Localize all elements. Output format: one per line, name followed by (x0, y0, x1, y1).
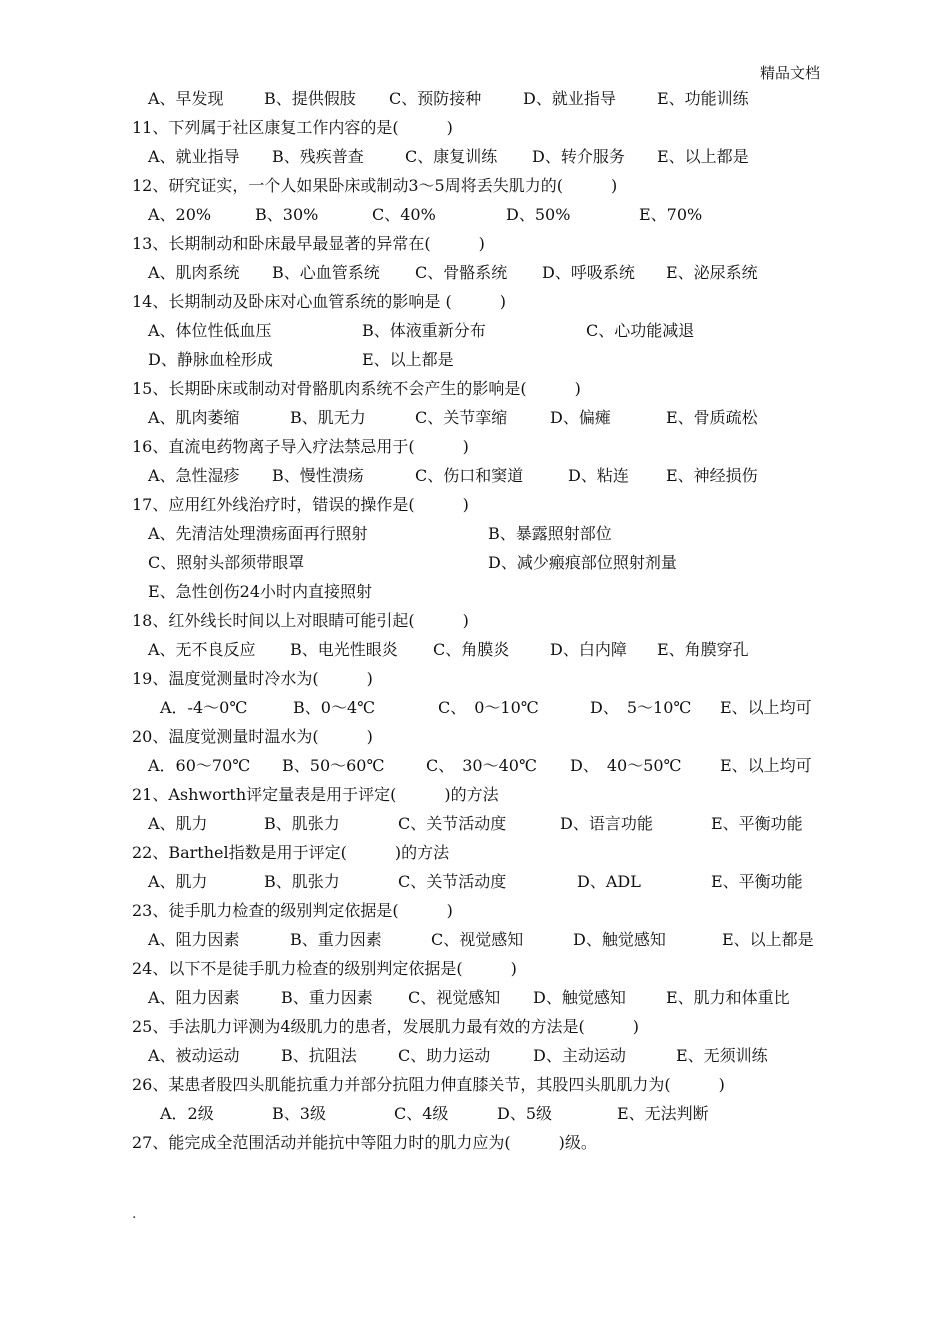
answer-option: B、3级 (272, 1104, 326, 1123)
answer-option: B、肌张力 (264, 814, 340, 833)
answer-option: C、助力运动 (398, 1046, 491, 1065)
answer-option: A．60～70℃ (148, 756, 251, 775)
answer-option: A、急性湿疹 (148, 466, 240, 485)
question-text: 15、长期卧床或制动对骨骼肌肉系统不会产生的影响是( ) (132, 379, 581, 398)
answer-option: A、无不良反应 (148, 640, 256, 659)
answer-option: E、骨质疏松 (666, 408, 758, 427)
page-header-label: 精品文档 (759, 64, 820, 82)
answer-option: E、神经损伤 (666, 466, 758, 485)
options-row (0, 84, 950, 113)
answer-option: D、触觉感知 (533, 988, 626, 1007)
answer-option: E、急性创伤24小时内直接照射 (148, 582, 373, 601)
answer-option: B、慢性溃疡 (272, 466, 364, 485)
answer-option: A、肌力 (148, 872, 208, 891)
question-text: 13、长期制动和卧床最早最显著的异常在( ) (132, 234, 485, 253)
answer-option: E、无法判断 (617, 1104, 709, 1123)
question-text: 17、应用红外线治疗时，错误的操作是( ) (132, 495, 469, 514)
answer-option: A、肌肉系统 (148, 263, 240, 282)
answer-option: E、以上均可 (720, 698, 812, 717)
answer-option: A、先清洁处理溃疡面再行照射 (148, 524, 368, 543)
answer-option: B、心血管系统 (272, 263, 380, 282)
answer-option: B、0～4℃ (293, 698, 376, 717)
options-row (0, 258, 950, 287)
answer-option: C、 0～10℃ (438, 698, 539, 717)
footer-mark: . (132, 1206, 137, 1222)
options-row (0, 1099, 950, 1128)
answer-option: C、康复训练 (405, 147, 498, 166)
question-text: 11、下列属于社区康复工作内容的是( ) (132, 118, 453, 137)
options-row (0, 316, 950, 345)
answer-option: B、肌无力 (290, 408, 366, 427)
answer-option: E、平衡功能 (711, 872, 803, 891)
options-row (0, 925, 950, 954)
answer-option: A、肌力 (148, 814, 208, 833)
question-text: 18、红外线长时间以上对眼睛可能引起( ) (132, 611, 469, 630)
answer-option: A、肌肉萎缩 (148, 408, 240, 427)
answer-option: E、平衡功能 (711, 814, 803, 833)
answer-option: B、50～60℃ (282, 756, 385, 775)
question-text: 20、温度觉测量时温水为( ) (132, 727, 373, 746)
answer-option: D、50% (506, 205, 571, 224)
options-row (0, 809, 950, 838)
question-text: 14、长期制动及卧床对心血管系统的影响是 ( ) (132, 292, 506, 311)
answer-option: D、语言功能 (560, 814, 653, 833)
options-row (0, 142, 950, 171)
options-row (0, 635, 950, 664)
answer-option: C、 30～40℃ (426, 756, 537, 775)
options-row (0, 983, 950, 1012)
options-row (0, 345, 950, 374)
options-row (0, 519, 950, 548)
answer-option: D、静脉血栓形成 (148, 350, 273, 369)
answer-option: C、心功能减退 (586, 321, 695, 340)
question-text: 27、能完成全范围活动并能抗中等阻力时的肌力应为( )级。 (132, 1133, 597, 1152)
answer-option: C、视觉感知 (408, 988, 501, 1007)
answer-option: A．-4～0℃ (160, 698, 248, 717)
answer-option: E、以上均可 (720, 756, 812, 775)
answer-option: C、伤口和窦道 (415, 466, 524, 485)
answer-option: B、体液重新分布 (362, 321, 486, 340)
answer-option: A、就业指导 (148, 147, 240, 166)
answer-option: E、以上都是 (657, 147, 749, 166)
options-row (0, 867, 950, 896)
question-text: 26、某患者股四头肌能抗重力并部分抗阻力伸直膝关节，其股四头肌肌力为( ) (132, 1075, 725, 1094)
answer-option: D、转介服务 (532, 147, 625, 166)
answer-option: D、粘连 (568, 466, 629, 485)
answer-option: D、减少瘢痕部位照射剂量 (488, 553, 677, 572)
answer-option: C、4级 (394, 1104, 449, 1123)
answer-option: D、ADL (577, 872, 641, 891)
answer-option: E、功能训练 (657, 89, 749, 108)
options-row (0, 461, 950, 490)
answer-option: C、关节活动度 (398, 814, 507, 833)
answer-option: D、呼吸系统 (542, 263, 635, 282)
options-row (0, 693, 950, 722)
answer-option: B、重力因素 (290, 930, 382, 949)
question-text: 19、温度觉测量时冷水为( ) (132, 669, 373, 688)
answer-option: D、就业指导 (523, 89, 616, 108)
answer-option: E、角膜穿孔 (657, 640, 749, 659)
options-row (0, 751, 950, 780)
answer-option: C、视觉感知 (431, 930, 524, 949)
answer-option: D、5级 (497, 1104, 553, 1123)
question-text: 24、以下不是徒手肌力检查的级别判定依据是( ) (132, 959, 517, 978)
answer-option: E、泌尿系统 (666, 263, 758, 282)
answer-option: A、阻力因素 (148, 930, 240, 949)
answer-option: C、预防接种 (389, 89, 482, 108)
answer-option: E、以上都是 (362, 350, 454, 369)
answer-option: C、关节活动度 (398, 872, 507, 891)
answer-option: D、 40～50℃ (570, 756, 682, 775)
question-text: 25、手法肌力评测为4级肌力的患者，发展肌力最有效的方法是( ) (132, 1017, 640, 1036)
question-list (0, 84, 950, 1157)
answer-option: B、暴露照射部位 (488, 524, 612, 543)
answer-option: B、残疾普查 (272, 147, 364, 166)
options-row (0, 200, 950, 229)
answer-option: E、无须训练 (676, 1046, 768, 1065)
options-row (0, 548, 950, 577)
answer-option: E、以上都是 (722, 930, 814, 949)
question-text: 21、Ashworth评定量表是用于评定( )的方法 (132, 785, 499, 804)
answer-option: D、主动运动 (533, 1046, 626, 1065)
answer-option: D、偏瘫 (550, 408, 611, 427)
answer-option: D、 5～10℃ (590, 698, 692, 717)
question-text: 16、直流电药物离子导入疗法禁忌用于( ) (132, 437, 469, 456)
answer-option: A．2级 (160, 1104, 214, 1123)
answer-option: C、40% (372, 205, 436, 224)
answer-option: A、早发现 (148, 89, 224, 108)
answer-option: A、体位性低血压 (148, 321, 272, 340)
answer-option: B、重力因素 (281, 988, 373, 1007)
options-row (0, 1041, 950, 1070)
answer-option: C、照射头部须带眼罩 (148, 553, 305, 572)
answer-option: A、阻力因素 (148, 988, 240, 1007)
answer-option: B、提供假肢 (264, 89, 356, 108)
answer-option: D、触觉感知 (573, 930, 666, 949)
answer-option: B、抗阻法 (281, 1046, 357, 1065)
options-row (0, 577, 950, 606)
question-text: 12、研究证实，一个人如果卧床或制动3～5周将丢失肌力的( ) (132, 176, 618, 195)
question-text: 23、徒手肌力检查的级别判定依据是( ) (132, 901, 453, 920)
answer-option: D、白内障 (550, 640, 627, 659)
answer-option: A、被动运动 (148, 1046, 240, 1065)
answer-option: E、70% (639, 205, 703, 224)
answer-option: B、电光性眼炎 (290, 640, 398, 659)
answer-option: C、角膜炎 (433, 640, 510, 659)
answer-option: C、关节挛缩 (415, 408, 508, 427)
options-row (0, 403, 950, 432)
answer-option: B、肌张力 (264, 872, 340, 891)
answer-option: C、骨骼系统 (415, 263, 508, 282)
answer-option: A、20% (148, 205, 212, 224)
answer-option: B、30% (255, 205, 319, 224)
answer-option: E、肌力和体重比 (666, 988, 790, 1007)
question-text: 22、Barthel指数是用于评定( )的方法 (132, 843, 450, 862)
